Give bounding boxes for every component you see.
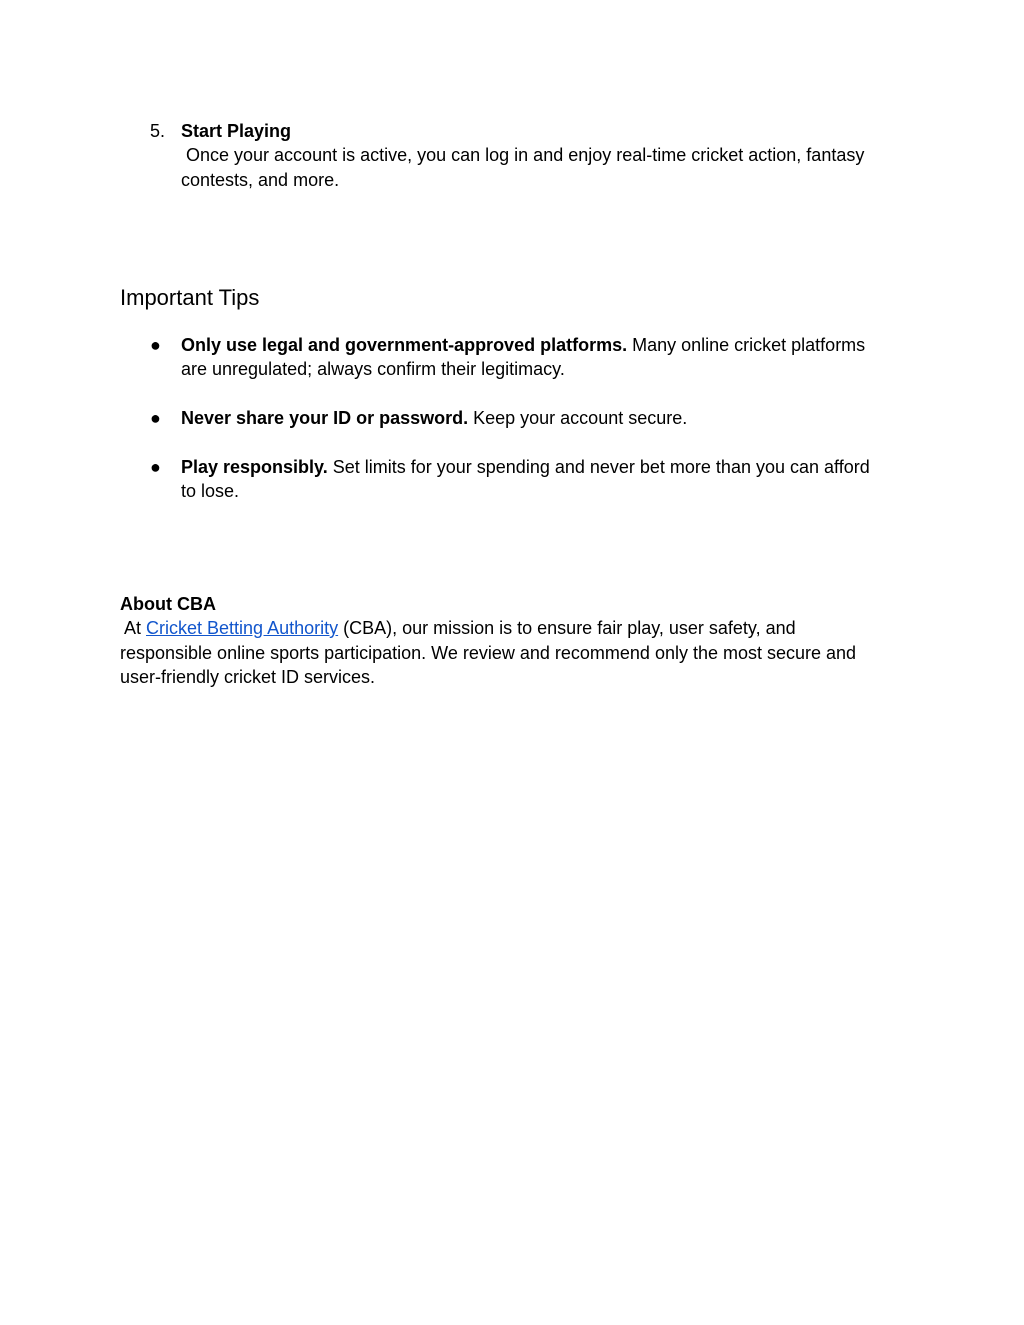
list-number: 5. bbox=[150, 121, 166, 141]
about-line-2: responsible online sports participation. We review and recommend only the most secure and bbox=[120, 643, 857, 663]
cricket-betting-authority-link[interactable]: Cricket Betting Authority bbox=[146, 618, 339, 638]
step-title: Start Playing bbox=[181, 121, 292, 141]
tip-line-1 bbox=[181, 455, 870, 479]
bullet-icon: ● bbox=[150, 408, 161, 428]
tip-line-1 bbox=[181, 333, 865, 357]
tip-bold-text: Play responsibly. bbox=[181, 457, 328, 477]
bullet-icon: ● bbox=[150, 335, 161, 355]
about-heading: About CBA bbox=[120, 594, 216, 614]
bullet-icon: ● bbox=[150, 457, 161, 477]
about-prefix: At bbox=[120, 618, 147, 638]
tip-line-2: to lose. bbox=[181, 481, 240, 501]
tip-text: Many online cricket platforms bbox=[627, 335, 866, 355]
important-tips-heading: Important Tips bbox=[120, 285, 260, 310]
tip-bold-text: Never share your ID or password. bbox=[181, 408, 469, 428]
tip-line-2: are unregulated; always confirm their legitimacy. bbox=[181, 359, 565, 379]
about-line-3: user-friendly cricket ID services. bbox=[120, 667, 376, 687]
tip-text: Set limits for your spending and never bet more than you can afford bbox=[327, 457, 870, 477]
tip-text: Keep your account secure. bbox=[468, 408, 688, 428]
about-line-1 bbox=[120, 616, 796, 640]
tip-line-1 bbox=[181, 406, 687, 430]
step-description-line-2: contests, and more. bbox=[181, 170, 340, 190]
tip-bold-text: Only use legal and government-approved platforms. bbox=[181, 335, 628, 355]
about-text: (CBA), our mission is to ensure fair play, user safety, and bbox=[338, 618, 796, 638]
step-description-line-1: Once your account is active, you can log in and enjoy real-time cricket action, fantasy bbox=[181, 145, 865, 165]
